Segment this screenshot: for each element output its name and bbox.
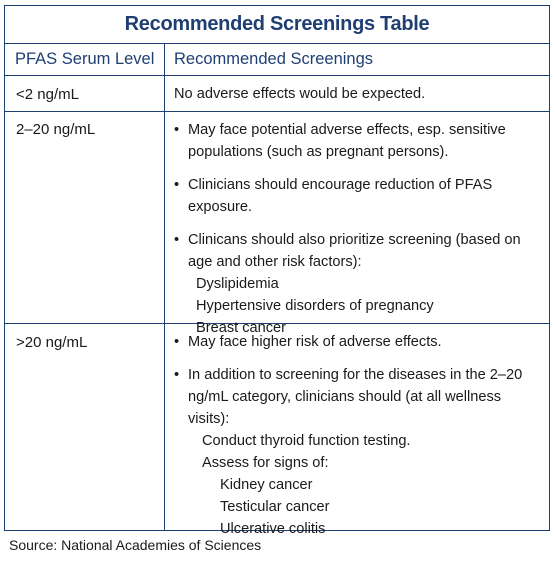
table-title: Recommended Screenings Table bbox=[124, 13, 430, 35]
list-item: • In addition to screening for the diseases in the 2–20 ng/mL category, clinicians should (at all wellness visits): bbox=[174, 364, 539, 430]
screening-cell bbox=[174, 119, 539, 339]
sub-item: Hypertensive disorders of pregnancy bbox=[196, 298, 434, 314]
table-header-row bbox=[5, 43, 549, 76]
table-row bbox=[5, 76, 549, 112]
list-item: • May face potential adverse effects, esp. sensitive populations (such as pregnant persons). bbox=[174, 119, 539, 163]
screening-cell: No adverse effects would be expected. bbox=[174, 86, 426, 102]
level-cell: <2 ng/mL bbox=[16, 86, 79, 103]
list-item: • Clinicans should also prioritize screening (based on age and other risk factors): bbox=[174, 229, 539, 273]
sub-item: Assess for signs of: bbox=[202, 455, 329, 471]
header-recommended-screenings: Recommended Screenings bbox=[174, 50, 374, 68]
level-cell: 2–20 ng/mL bbox=[16, 121, 96, 138]
sub-item: Dyslipidemia bbox=[196, 276, 279, 292]
sub-sub-item: Kidney cancer bbox=[220, 477, 313, 493]
table-row bbox=[5, 324, 549, 537]
table-row bbox=[5, 112, 549, 336]
screening-cell bbox=[174, 331, 539, 540]
sub-sub-item: Ulcerative colitis bbox=[220, 521, 326, 537]
source-note: Source: National Academies of Sciences bbox=[9, 537, 262, 553]
sub-item: Conduct thyroid function testing. bbox=[202, 433, 411, 449]
bullet-icon: • bbox=[174, 177, 180, 193]
list-item: • Clinicians should encourage reduction of PFAS exposure. bbox=[174, 174, 539, 218]
list-item: • May face higher risk of adverse effects. bbox=[174, 331, 539, 353]
bullet-icon: • bbox=[174, 232, 180, 248]
screenings-table bbox=[4, 5, 550, 537]
bullet-icon: • bbox=[174, 367, 180, 383]
header-pfas-serum-level: PFAS Serum Level bbox=[15, 50, 155, 68]
bullet-icon: • bbox=[174, 122, 180, 138]
bullet-icon: • bbox=[174, 334, 180, 350]
level-cell: >20 ng/mL bbox=[16, 334, 88, 351]
sub-sub-item: Testicular cancer bbox=[220, 499, 330, 515]
sub-item: Breast cancer bbox=[196, 320, 287, 336]
